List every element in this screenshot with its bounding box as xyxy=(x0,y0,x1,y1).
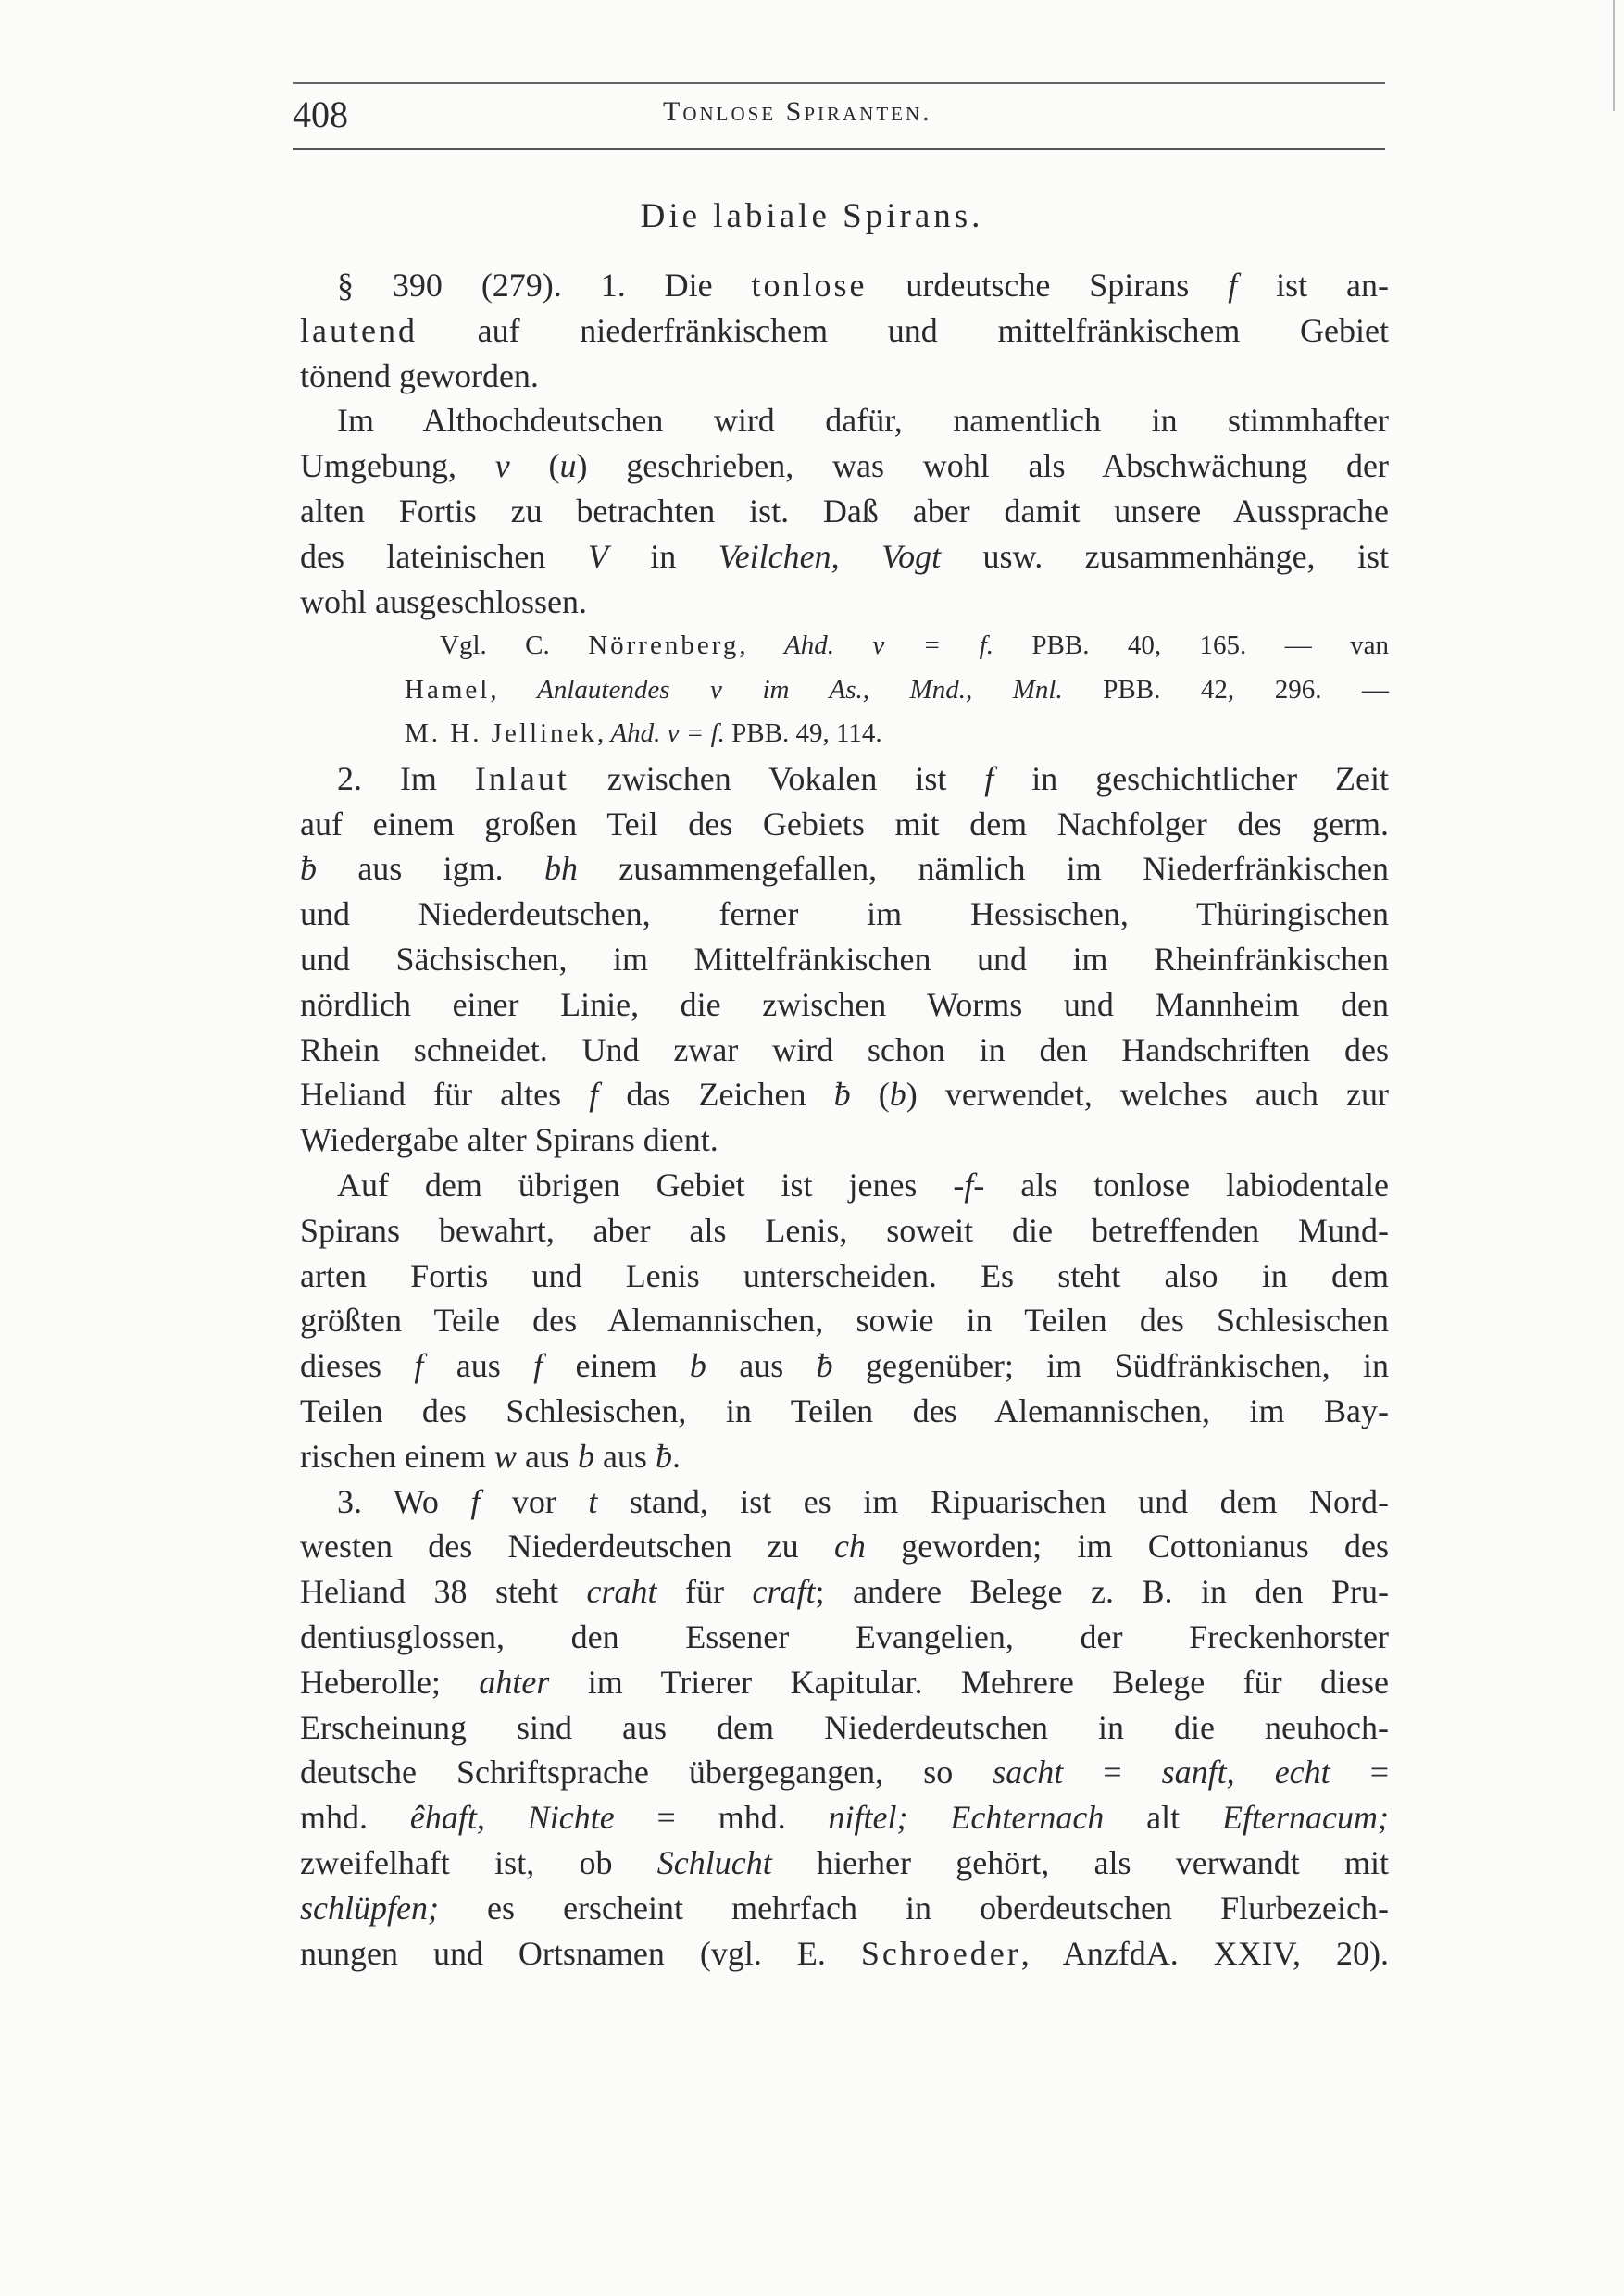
spaced-emphasis: Inlaut xyxy=(474,759,569,797)
text-line xyxy=(300,846,1389,892)
running-title: Tonlose Spiranten. xyxy=(663,96,932,127)
italic-term: -f- xyxy=(953,1167,985,1204)
text-line xyxy=(300,489,1389,534)
text-line xyxy=(300,1795,1389,1841)
text-line xyxy=(300,937,1389,982)
text-run: in xyxy=(607,537,718,575)
text-line xyxy=(300,1750,1389,1795)
italic-term: Veilchen, Vogt xyxy=(718,537,942,575)
text-run: Vgl. C. xyxy=(440,630,589,661)
text-run: hierher gehört, als verwandt mit xyxy=(771,1844,1389,1881)
text-run: zweifelhaft ist, ob xyxy=(300,1844,657,1881)
text-line xyxy=(300,1163,1389,1208)
text-run: auf niederfränkischem und mittelfränkischem Gebiet xyxy=(417,311,1389,349)
text-run: alt xyxy=(1104,1799,1223,1837)
italic-term: schlüpfen; xyxy=(300,1889,439,1927)
header-rule-top xyxy=(293,82,1385,84)
text-run: 3. Wo xyxy=(337,1482,471,1520)
text-run: nördlich einer Linie, die zwischen Worms und Mannheim den xyxy=(300,985,1389,1023)
text-run: tönend geworden. xyxy=(300,356,539,394)
text-run: alten Fortis zu betrachten ist. Daß aber damit unsere Aussprache xyxy=(300,492,1389,530)
text-line xyxy=(300,1072,1389,1117)
italic-term: u xyxy=(559,447,577,485)
text-run: = xyxy=(1063,1753,1162,1791)
text-run: . xyxy=(671,1437,681,1475)
italic-term: V xyxy=(587,537,608,575)
text-line xyxy=(300,534,1389,580)
section-heading: Die labiale Spirans. xyxy=(640,197,984,235)
text-run: ist an- xyxy=(1237,267,1390,304)
text-run: im Trierer Kapitular. Mehrere Belege für diese xyxy=(549,1663,1389,1701)
text-run: westen des Niederdeutschen zu xyxy=(300,1528,834,1566)
text-line xyxy=(300,1208,1389,1254)
italic-term: ƀ xyxy=(833,1076,851,1114)
italic-term: êhaft, Nichte xyxy=(409,1799,615,1837)
italic-term: v xyxy=(494,447,510,485)
text-line xyxy=(300,1886,1389,1931)
text-run: Spirans bewahrt, aber als Lenis, soweit die betreffenden Mund- xyxy=(300,1211,1389,1249)
text-run: Auf dem übrigen Gebiet ist jenes xyxy=(337,1167,954,1204)
text-run: Heliand für altes xyxy=(300,1076,590,1114)
text-line xyxy=(300,1343,1389,1389)
text-line xyxy=(300,1298,1389,1343)
text-run: aus xyxy=(516,1437,578,1475)
spaced-emphasis: Nörrenberg xyxy=(588,630,740,661)
text-run: dieses xyxy=(300,1347,415,1385)
text-line xyxy=(300,668,1389,713)
text-run: Heliand 38 steht xyxy=(300,1573,587,1611)
text-run: es erscheint mehrfach in oberdeutschen Flurbezeich- xyxy=(438,1889,1389,1927)
text-run: in geschichtlicher Zeit xyxy=(993,759,1390,797)
text-run: und Sächsischen, im Mittelfränkischen und im Rheinfränkischen xyxy=(300,941,1389,979)
italic-term: craht xyxy=(586,1573,657,1611)
text-line xyxy=(300,712,1389,756)
italic-term: b xyxy=(577,1437,594,1475)
italic-term: f xyxy=(414,1347,424,1385)
text-line xyxy=(300,1524,1389,1569)
text-line xyxy=(300,624,1389,668)
text-line xyxy=(300,354,1389,399)
text-run: = mhd. xyxy=(614,1799,829,1837)
text-run: , xyxy=(739,630,784,661)
text-run: PBB. 49, 114. xyxy=(724,718,882,749)
text-run: , xyxy=(490,674,538,705)
italic-term: f xyxy=(589,1076,599,1114)
text-run: und Niederdeutschen, ferner im Hessischen, Thüringischen xyxy=(300,895,1389,933)
text-run: PBB. 42, 296. — xyxy=(1062,674,1389,705)
text-run: des lateinischen xyxy=(300,537,588,575)
italic-term: Schlucht xyxy=(656,1844,772,1881)
paragraph xyxy=(300,398,1389,624)
text-line xyxy=(300,1569,1389,1615)
text-line xyxy=(300,1705,1389,1751)
text-line xyxy=(300,398,1389,443)
text-run: geworden; im Cottonianus des xyxy=(865,1528,1389,1566)
text-line xyxy=(300,1434,1389,1479)
paragraph xyxy=(300,756,1389,1163)
text-run: aus igm. xyxy=(317,850,544,888)
italic-term: f xyxy=(1228,267,1238,304)
text-run: nungen und Ortsnamen (vgl. E. xyxy=(300,1934,861,1972)
text-run: urdeutsche Spirans xyxy=(867,267,1229,304)
text-line xyxy=(300,802,1389,847)
text-line xyxy=(300,1931,1389,1977)
italic-term: Ahd. v = f. xyxy=(784,630,993,661)
text-run: 2. Im xyxy=(337,759,475,797)
text-line xyxy=(300,1841,1389,1886)
text-run: § 390 (279). 1. Die xyxy=(337,267,752,304)
text-run: wohl ausgeschlossen. xyxy=(300,582,587,620)
text-line xyxy=(300,308,1389,354)
italic-term: ƀ xyxy=(300,850,317,888)
italic-term: niftel; Echternach xyxy=(828,1799,1105,1837)
text-run: aus xyxy=(423,1347,534,1385)
body-text xyxy=(300,263,1389,1976)
text-line xyxy=(300,1254,1389,1299)
text-run: Umgebung, xyxy=(300,447,495,485)
text-line xyxy=(300,1615,1389,1660)
text-run: dentiusglossen, den Essener Evangelien, der Freckenhorster xyxy=(300,1618,1389,1656)
italic-term: ƀ xyxy=(816,1347,833,1385)
italic-term: Ahd. v = f. xyxy=(610,718,725,749)
footnote-references xyxy=(300,624,1389,756)
italic-term: b xyxy=(889,1076,906,1114)
text-run: Heberolle; xyxy=(300,1663,480,1701)
text-run: PBB. 40, 165. — van xyxy=(993,630,1390,661)
text-line xyxy=(300,1117,1389,1163)
spaced-emphasis: M. H. Jellinek xyxy=(405,718,597,749)
text-line xyxy=(300,982,1389,1028)
paragraph xyxy=(300,1163,1389,1479)
italic-term: sacht xyxy=(993,1753,1064,1791)
text-run: , xyxy=(596,718,611,749)
text-run: einem xyxy=(543,1347,690,1385)
paragraph xyxy=(300,1479,1389,1977)
text-run: aus xyxy=(593,1437,656,1475)
text-line xyxy=(300,263,1389,308)
text-run: für xyxy=(656,1573,753,1611)
italic-term: bh xyxy=(543,850,578,888)
text-run: ( xyxy=(850,1076,890,1114)
italic-term: f xyxy=(984,759,994,797)
text-run: aus xyxy=(706,1347,817,1385)
text-run: arten Fortis und Lenis unterscheiden. Es steht also in dem xyxy=(300,1256,1389,1294)
text-run: mhd. xyxy=(300,1799,410,1837)
spaced-emphasis: Schroeder xyxy=(860,1934,1021,1972)
header-rule-bottom xyxy=(293,148,1385,150)
text-run: gegenüber; im Südfränkischen, in xyxy=(832,1347,1389,1385)
text-line xyxy=(300,1660,1389,1705)
italic-term: craft xyxy=(752,1573,816,1611)
text-run: Teilen des Schlesischen, in Teilen des Alemannischen, im Bay- xyxy=(300,1392,1389,1430)
text-run: rischen einem xyxy=(300,1437,494,1475)
italic-term: sanft, echt xyxy=(1161,1753,1330,1791)
spaced-emphasis: tonlose xyxy=(751,267,868,304)
text-run: vor xyxy=(480,1482,589,1520)
italic-term: f xyxy=(470,1482,481,1520)
text-line xyxy=(300,1479,1389,1525)
text-run: Wiedergabe alter Spirans dient. xyxy=(300,1121,718,1159)
text-run: Im Althochdeutschen wird dafür, namentlich in stimmhafter xyxy=(337,402,1389,440)
text-run: ; andere Belege z. B. in den Pru- xyxy=(815,1573,1390,1611)
text-line xyxy=(300,756,1389,802)
italic-term: b xyxy=(689,1347,706,1385)
text-line xyxy=(300,1389,1389,1434)
text-run: zusammengefallen, nämlich im Niederfränkischen xyxy=(577,850,1390,888)
italic-term: ƀ xyxy=(655,1437,672,1475)
italic-term: ahter xyxy=(479,1663,550,1701)
text-run: , AnzfdA. XXIV, 20). xyxy=(1020,1934,1389,1972)
text-run: größten Teile des Alemannischen, sowie in Teilen des Schlesischen xyxy=(300,1302,1389,1340)
italic-term: w xyxy=(493,1437,517,1475)
text-run: ) geschrieben, was wohl als Abschwächung der xyxy=(576,447,1389,485)
text-run: ) verwendet, welches auch zur xyxy=(906,1076,1389,1114)
italic-term: f xyxy=(533,1347,543,1385)
text-run: deutsche Schriftsprache übergegangen, so xyxy=(300,1753,993,1791)
text-line xyxy=(300,580,1389,625)
italic-term: ch xyxy=(833,1528,866,1566)
italic-term: t xyxy=(588,1482,598,1520)
text-run: auf einem großen Teil des Gebiets mit dem Nachfolger des germ. xyxy=(300,805,1389,842)
text-run: usw. zusammenhänge, ist xyxy=(941,537,1390,575)
page-number: 408 xyxy=(293,94,348,135)
page-edge-line xyxy=(1613,0,1615,111)
paragraph xyxy=(300,263,1389,398)
text-line xyxy=(300,892,1389,937)
italic-term: Efternacum; xyxy=(1222,1799,1389,1837)
text-run: Rhein schneidet. Und zwar wird schon in den Handschriften des xyxy=(300,1030,1389,1068)
text-run: Erscheinung sind aus dem Niederdeutschen in die neuhoch- xyxy=(300,1708,1389,1746)
text-run: stand, ist es im Ripuarischen und dem Nord- xyxy=(597,1482,1389,1520)
text-line xyxy=(300,443,1389,489)
text-line xyxy=(300,1028,1389,1073)
spaced-emphasis: Hamel xyxy=(405,674,491,705)
text-run: = xyxy=(1330,1753,1389,1791)
spaced-emphasis: lautend xyxy=(300,311,418,349)
text-run: ( xyxy=(509,447,560,485)
text-run: als tonlose labiodentale xyxy=(984,1167,1389,1204)
text-run: zwischen Vokalen ist xyxy=(568,759,985,797)
text-run: das Zeichen xyxy=(598,1076,834,1114)
italic-term: Anlautendes v im As., Mnd., Mnl. xyxy=(537,674,1063,705)
